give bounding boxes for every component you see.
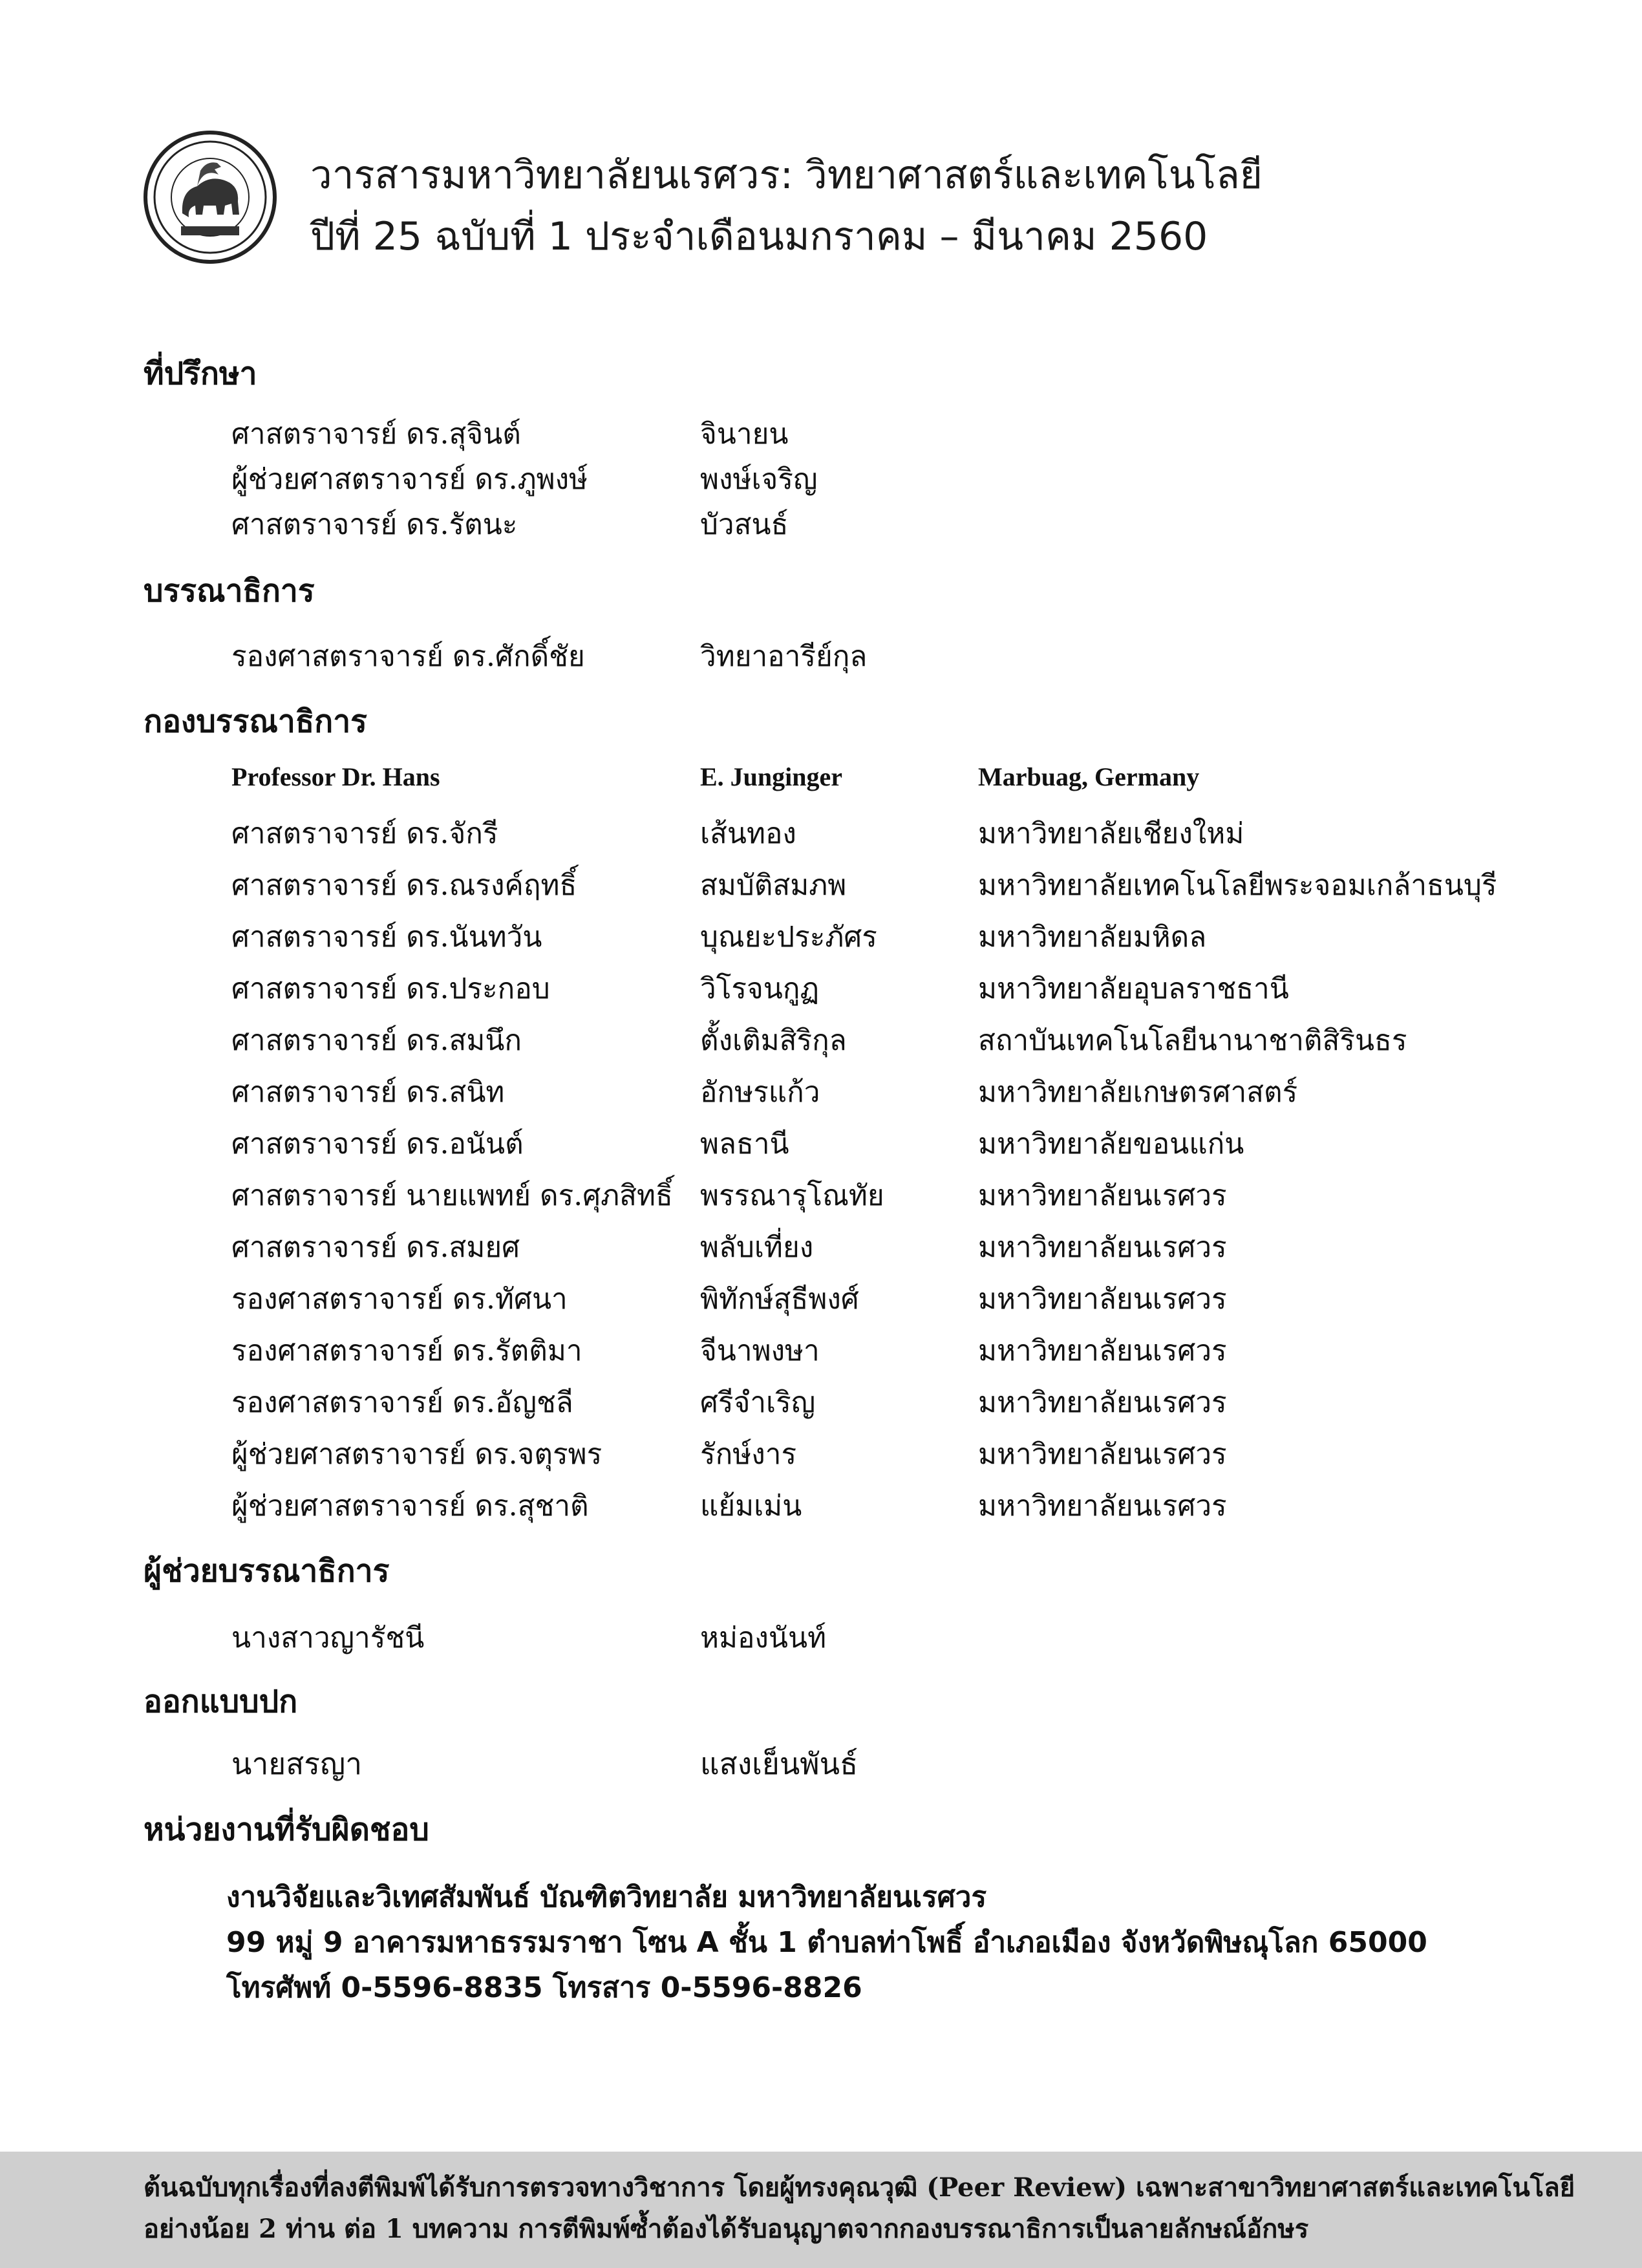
person-affiliation: มหาวิทยาลัยนเรศวร — [978, 1490, 1227, 1523]
person-affiliation: Marbuag, Germany — [978, 762, 1200, 791]
table-row — [0, 1018, 1642, 1063]
footer-line: ต้นฉบับทุกเรื่องที่ลงตีพิมพ์ได้รับการตรวจทางวิชาการ โดยผู้ทรงคุณวุฒิ (Peer Review) เฉพาะสาขาวิทยาศาสตร์และเทคโนโลยี — [144, 2172, 1575, 2203]
person-name: ศาสตราจารย์ ดร.จักรี — [231, 817, 498, 850]
person-affiliation: มหาวิทยาลัยมหิดล — [978, 921, 1207, 954]
person-surname: จินายน — [700, 418, 789, 451]
person-name: รองศาสตราจารย์ ดร.อัญชลี — [231, 1386, 573, 1419]
person-affiliation: มหาวิทยาลัยนเรศวร — [978, 1438, 1227, 1471]
table-row — [0, 862, 1642, 908]
person-surname: พรรณารุโณทัย — [700, 1179, 884, 1212]
person-name: ผู้ช่วยศาสตราจารย์ ดร.ภูพงษ์ — [231, 463, 588, 496]
person-surname: พิทักษ์สุธีพงศ์ — [700, 1283, 859, 1316]
person-affiliation: มหาวิทยาลัยขอนแก่น — [978, 1128, 1244, 1161]
university-seal-icon — [142, 129, 278, 265]
person-affiliation: มหาวิทยาลัยนเรศวร — [978, 1386, 1227, 1419]
person-name: รองศาสตราจารย์ ดร.รัตติมา — [231, 1334, 582, 1367]
person-name: ศาสตราจารย์ นายแพทย์ ดร.ศุภสิทธิ์ — [231, 1179, 673, 1212]
person-surname: E. Junginger — [700, 762, 843, 791]
list-item — [0, 1740, 1642, 1786]
person-name: ศาสตราจารย์ ดร.ณรงค์ฤทธิ์ — [231, 869, 577, 902]
person-surname: ตั้งเติมสิริกุล — [700, 1024, 847, 1057]
person-name: Professor Dr. Hans — [231, 762, 440, 791]
person-surname: บัวสนธ์ — [700, 508, 789, 541]
person-surname: วิโรจนกูฏ — [700, 972, 820, 1005]
person-affiliation: สถาบันเทคโนโลยีนานาชาติสิรินธร — [978, 1024, 1407, 1057]
unit-name-line: งานวิจัยและวิเทศสัมพันธ์ บัณฑิตวิทยาลัย มหาวิทยาลัยนเรศวร — [226, 1881, 987, 1914]
section-heading-advisors: ที่ปรึกษา — [144, 356, 257, 392]
unit-contact-line: โทรศัพท์ 0-5596-8835 โทรสาร 0-5596-8826 — [226, 1971, 862, 2004]
list-item — [0, 1615, 1642, 1660]
person-surname: จีนาพงษา — [700, 1334, 820, 1367]
section-heading-assistant-editor: ผู้ช่วยบรรณาธิการ — [144, 1553, 390, 1589]
person-name: ศาสตราจารย์ ดร.สุจินต์ — [231, 418, 521, 451]
table-row — [0, 1483, 1642, 1528]
section-heading-responsible-unit: หน่วยงานที่รับผิดชอบ — [144, 1812, 429, 1848]
table-row — [0, 762, 1642, 807]
person-surname: พลับเที่ยง — [700, 1231, 814, 1264]
table-row — [0, 1276, 1642, 1321]
person-surname: บุณยะประภัศร — [700, 921, 877, 954]
person-affiliation: มหาวิทยาลัยนเรศวร — [978, 1283, 1227, 1316]
table-row — [0, 966, 1642, 1011]
person-name: ศาสตราจารย์ ดร.สมยศ — [231, 1231, 520, 1264]
person-name: รองศาสตราจารย์ ดร.ทัศนา — [231, 1283, 568, 1316]
person-name: ศาสตราจารย์ ดร.รัตนะ — [231, 508, 518, 541]
person-surname: แสงเย็นพันธ์ — [700, 1746, 858, 1781]
list-item — [0, 411, 1642, 456]
unit-address — [226, 1875, 1427, 2011]
list-item — [0, 634, 1642, 679]
unit-address-line: 99 หมู่ 9 อาคารมหาธรรมราชา โซน A ชั้น 1 ตำบลท่าโพธิ์ อำเภอเมือง จังหวัดพิษณุโลก 65000 — [226, 1926, 1427, 1959]
table-row — [0, 1225, 1642, 1270]
table-row — [0, 1121, 1642, 1166]
person-affiliation: มหาวิทยาลัยเทคโนโลยีพระจอมเกล้าธนบุรี — [978, 869, 1497, 902]
person-surname: พงษ์เจริญ — [700, 463, 818, 496]
journal-issue: ปีที่ 25 ฉบับที่ 1 ประจำเดือนมกราคม – มีนาคม 2560 — [310, 214, 1208, 259]
person-name: นางสาวญารัชนี — [231, 1621, 425, 1654]
list-item — [0, 456, 1642, 502]
person-affiliation: มหาวิทยาลัยเกษตรศาสตร์ — [978, 1076, 1298, 1109]
person-surname: วิทยาอารีย์กุล — [700, 640, 868, 673]
person-name: ผู้ช่วยศาสตราจารย์ ดร.จตุรพร — [231, 1438, 602, 1471]
table-row — [0, 1380, 1642, 1425]
table-row — [0, 1173, 1642, 1218]
person-affiliation: มหาวิทยาลัยนเรศวร — [978, 1334, 1227, 1367]
person-name: ศาสตราจารย์ ดร.นันทวัน — [231, 921, 542, 954]
person-surname: อักษรแก้ว — [700, 1076, 820, 1109]
person-name: ศาสตราจารย์ ดร.สมนึก — [231, 1024, 522, 1057]
person-name: ศาสตราจารย์ ดร.อนันต์ — [231, 1128, 524, 1161]
person-name: รองศาสตราจารย์ ดร.ศักดิ์ชัย — [231, 640, 585, 673]
table-row — [0, 1069, 1642, 1115]
footer-notice — [0, 2152, 1642, 2268]
journal-title: วารสารมหาวิทยาลัยนเรศวร: วิทยาศาสตร์และเทคโนโลยี — [310, 153, 1263, 198]
person-name: ศาสตราจารย์ ดร.สนิท — [231, 1076, 505, 1109]
person-affiliation: มหาวิทยาลัยอุบลราชธานี — [978, 972, 1289, 1005]
person-affiliation: มหาวิทยาลัยเชียงใหม่ — [978, 817, 1244, 850]
person-affiliation: มหาวิทยาลัยนเรศวร — [978, 1231, 1227, 1264]
section-heading-editor: บรรณาธิการ — [144, 573, 315, 609]
table-row — [0, 811, 1642, 856]
person-surname: พลธานี — [700, 1128, 789, 1161]
person-surname: หม่องนันท์ — [700, 1621, 827, 1654]
person-affiliation: มหาวิทยาลัยนเรศวร — [978, 1179, 1227, 1212]
person-name: ศาสตราจารย์ ดร.ประกอบ — [231, 972, 550, 1005]
table-row — [0, 1328, 1642, 1373]
person-surname: รักษ์งาร — [700, 1438, 797, 1471]
person-surname: ศรีจำเริญ — [700, 1386, 816, 1419]
person-surname: แย้มเม่น — [700, 1490, 802, 1523]
section-heading-board: กองบรรณาธิการ — [144, 703, 367, 740]
person-surname: สมบัติสมภพ — [700, 869, 847, 902]
person-name: นายสรญา — [231, 1746, 363, 1781]
table-row — [0, 914, 1642, 959]
footer-line: อย่างน้อย 2 ท่าน ต่อ 1 บทความ การตีพิมพ์ซ้ำต้องได้รับอนุญาตจากกองบรรณาธิการเป็นลายลักษณ์อักษร — [144, 2214, 1309, 2244]
list-item — [0, 502, 1642, 547]
table-row — [0, 1431, 1642, 1477]
section-heading-cover-design: ออกแบบปก — [144, 1684, 298, 1720]
person-name: ผู้ช่วยศาสตราจารย์ ดร.สุชาติ — [231, 1490, 589, 1523]
person-surname: เส้นทอง — [700, 817, 796, 850]
